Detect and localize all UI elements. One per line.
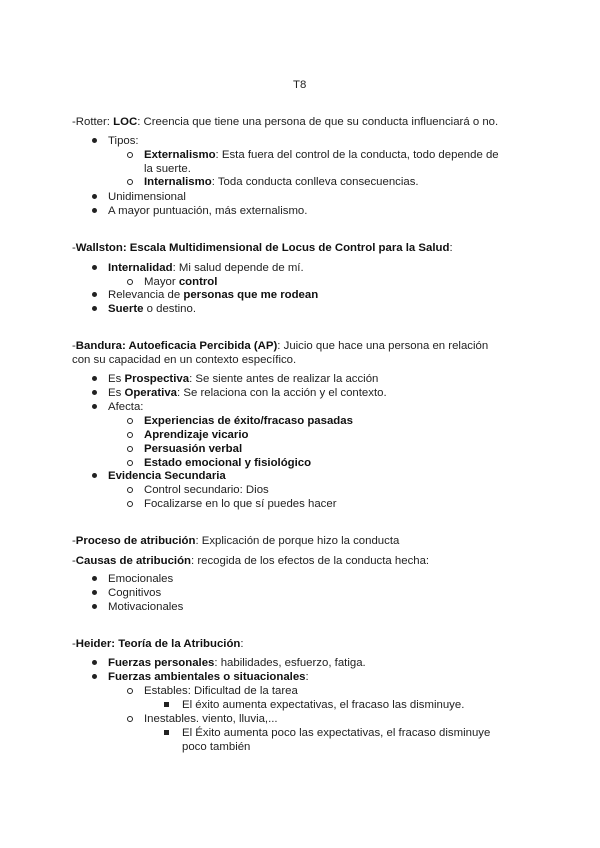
circle-bullet-icon [127, 460, 133, 466]
circle-bullet-icon [127, 179, 133, 185]
bullet-icon [92, 138, 97, 143]
bandura-heading-cont: con su capacidad en un contexto específico. [72, 354, 297, 366]
bullet-icon [92, 590, 97, 595]
rotter-internalismo: Internalismo: Toda conducta conlleva consecuencias. [144, 176, 419, 188]
rotter-heading: -Rotter: LOC: Creencia que tiene una persona de que su conducta influenciará o no. [72, 116, 499, 128]
causas-heading: -Causas de atribución: recogida de los efectos de la conducta hecha: [72, 555, 430, 567]
rotter-externalismo-cont: la suerte. [144, 163, 191, 175]
bullet-icon [92, 404, 97, 409]
bandura-prospectiva: Es Prospectiva: Se siente antes de realizar la acción [108, 373, 379, 385]
wallston-mayor-control: Mayor control [144, 276, 218, 288]
bandura-evidencia: Evidencia Secundaria [108, 470, 226, 482]
bandura-afecta-item: Persuasión verbal [144, 443, 243, 455]
bullet-icon [92, 376, 97, 381]
bandura-focalizarse: Focalizarse en lo que sí puedes hacer [144, 498, 337, 510]
rotter-tipos: Tipos: [108, 135, 139, 147]
bullet-icon [92, 292, 97, 297]
heider-inestables: Inestables. viento, lluvia,... [144, 713, 278, 725]
bandura-afecta-item: Estado emocional y fisiológico [144, 457, 312, 469]
wallston-internalidad: Internalidad: Mi salud depende de mí. [108, 262, 304, 274]
bandura-afecta-item: Aprendizaje vicario [144, 429, 249, 441]
rotter-externalismo: Externalismo: Esta fuera del control de la conducta, todo depende de [144, 149, 499, 161]
circle-bullet-icon [127, 688, 133, 694]
bullet-icon [92, 194, 97, 199]
heider-heading: -Heider: Teoría de la Atribución: [72, 638, 244, 650]
circle-bullet-icon [127, 716, 133, 722]
bullet-icon [92, 208, 97, 213]
wallston-heading: -Wallston: Escala Multidimensional de Locus de Control para la Salud: [72, 242, 453, 254]
proceso-atribucion: -Proceso de atribución: Explicación de porque hizo la conducta [72, 535, 400, 547]
causas-item: Motivacionales [108, 601, 184, 613]
square-bullet-icon [164, 730, 169, 735]
bandura-afecta: Afecta: [108, 401, 144, 413]
circle-bullet-icon [127, 501, 133, 507]
bullet-icon [92, 390, 97, 395]
bullet-icon [92, 660, 97, 665]
square-bullet-icon [164, 702, 169, 707]
circle-bullet-icon [127, 446, 133, 452]
heider-inestables-sub-cont: poco también [182, 741, 251, 753]
circle-bullet-icon [127, 279, 133, 285]
bullet-icon [92, 306, 97, 311]
heider-estables: Estables: Dificultad de la tarea [144, 685, 298, 697]
heider-personales: Fuerzas personales: habilidades, esfuerzo, fatiga. [108, 657, 366, 669]
circle-bullet-icon [127, 418, 133, 424]
wallston-suerte: Suerte o destino. [108, 303, 197, 315]
heider-inestables-sub: El Éxito aumenta poco las expectativas, el fracaso disminuye [182, 727, 491, 739]
bandura-control-secundario: Control secundario: Dios [144, 484, 269, 496]
wallston-relevancia: Relevancia de personas que me rodean [108, 289, 319, 301]
causas-item: Cognitivos [108, 587, 162, 599]
bullet-icon [92, 265, 97, 270]
heider-estables-sub: El éxito aumenta expectativas, el fracaso las disminuye. [182, 699, 465, 711]
causas-item: Emocionales [108, 573, 174, 585]
bullet-icon [92, 576, 97, 581]
heider-ambientales: Fuerzas ambientales o situacionales: [108, 671, 309, 683]
page-title: T8 [293, 79, 307, 91]
bandura-afecta-item: Experiencias de éxito/fracaso pasadas [144, 415, 353, 427]
circle-bullet-icon [127, 432, 133, 438]
bandura-operativa: Es Operativa: Se relaciona con la acción y el contexto. [108, 387, 387, 399]
bullet-icon [92, 604, 97, 609]
circle-bullet-icon [127, 152, 133, 158]
bullet-icon [92, 473, 97, 478]
rotter-mayor: A mayor puntuación, más externalismo. [108, 205, 308, 217]
bullet-icon [92, 674, 97, 679]
rotter-unidimensional: Unidimensional [108, 191, 186, 203]
bandura-heading: -Bandura: Autoeficacia Percibida (AP): Juicio que hace una persona en relación [72, 340, 489, 352]
circle-bullet-icon [127, 487, 133, 493]
